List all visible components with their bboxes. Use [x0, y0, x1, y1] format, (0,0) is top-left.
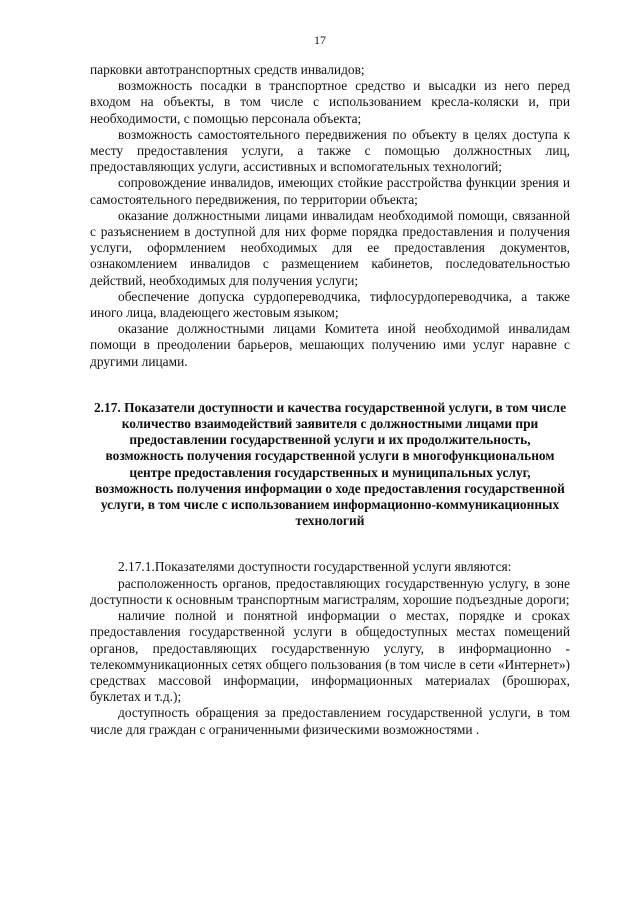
paragraph: оказание должностными лицами инвалидам необходимой помощи, связанной с разъяснением в доступной для них форме порядка предоставления и получения услуги, оформлением необходимых для ее предоставления документов, ознакомлением инвалидов с размещением кабинетов, последовательностью действий, необходимых для получения услуги; — [90, 207, 570, 288]
paragraph: обеспечение допуска сурдопереводчика, тифлосурдопереводчика, а также иного лица, владеющего жестовым языком; — [90, 288, 570, 321]
paragraph: возможность самостоятельного передвижения по объекту в целях доступа к месту предоставления услуги, а также с помощью должностных лиц, предоставляющих услуги, ассистивных и вспомогательных технологий; — [90, 126, 570, 175]
paragraph: сопровождение инвалидов, имеющих стойкие расстройства функции зрения и самостоятельного передвижения, по территории объекта; — [90, 175, 570, 207]
paragraph: парковки автотранспортных средств инвалидов; — [90, 62, 365, 77]
section-spacer — [90, 529, 570, 559]
page-number: 17 — [314, 33, 326, 47]
paragraph: доступность обращения за предоставлением государственной услуги, в том числе для граждан с ограниченными физическими возможностями . — [90, 705, 570, 737]
section-heading: 2.17. Показатели доступности и качества государственной услуги, в том числе количество взаимодействий заявителя с должностными лицами при предоставлении государственной услуги и их продолжительность, возможность получения государственной услуги в многофункциональном центре предоставления государственных и муниципальных услуг, возможность получения информации о ходе предоставления государственной услуги, в том числе с использованием информационно-коммуникационных технологий — [93, 399, 567, 529]
paragraph: наличие полной и понятной информации о местах, порядке и сроках предоставления государственной услуги в общедоступных местах помещений органов, предоставляющих государственную услугу, в информационно - телекоммуникационных сетях общего пользования (в том числе в сети «Интернет») средствах массовой информации, информационных материалах (брошюрах, буклетах и т.д.); — [90, 608, 570, 705]
paragraph: расположенность органов, предоставляющих государственную услугу, в зоне доступности к основным транспортным магистралям, хорошие подъездные дороги; — [90, 575, 570, 607]
paragraph: оказание должностными лицами Комитета иной необходимой инвалидам помощи в преодолении барьеров, мешающих получению ими услуг наравне с другими лицами. — [90, 321, 570, 369]
paragraph: возможность посадки в транспортное средство и высадки из него перед входом на объекты, в том числе с использованием кресла-коляски и, при необходимости, с помощью персонала объекта; — [90, 78, 570, 126]
paragraph: 2.17.1.Показателями доступности государственной услуги являются: — [118, 559, 512, 575]
document-body — [90, 62, 570, 738]
